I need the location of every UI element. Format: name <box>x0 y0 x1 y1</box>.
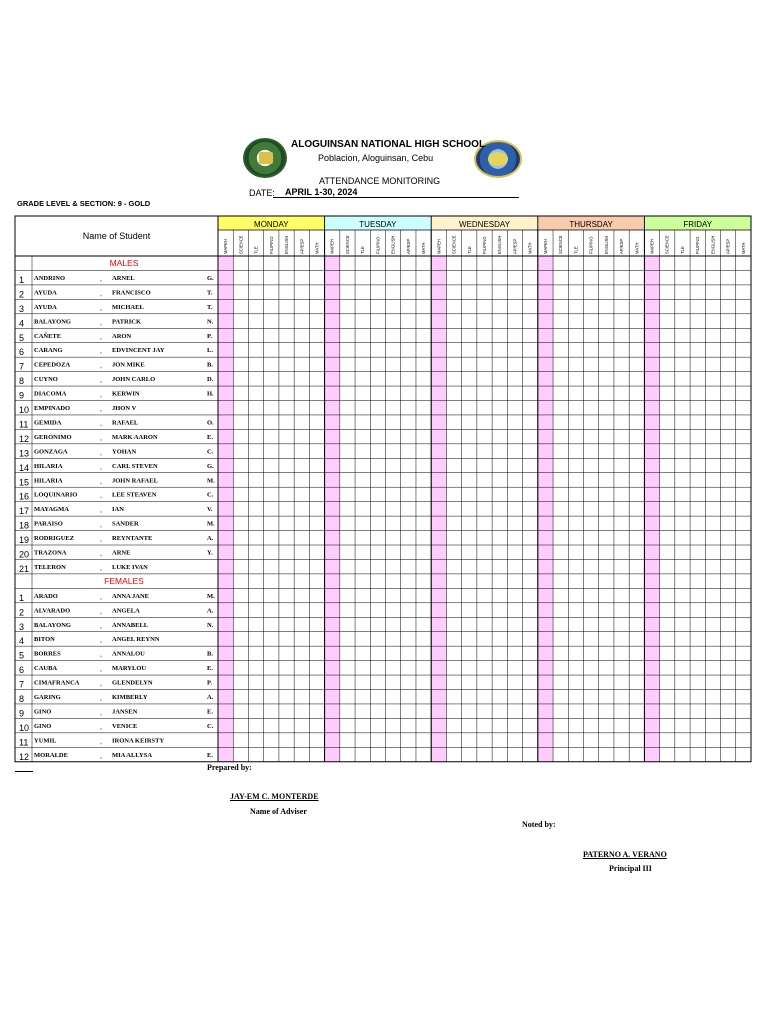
student-number: 2 <box>19 607 25 618</box>
student-middle-initial: A. <box>207 535 214 543</box>
student-first-name: VENICE <box>112 722 138 730</box>
date-value: APRIL 1-30, 2024 <box>273 187 519 198</box>
subject-header: MAPEH <box>436 239 442 254</box>
student-middle-initial: C. <box>207 722 214 730</box>
date-label: DATE: <box>249 188 275 198</box>
subject-header: MAPEH <box>329 239 335 254</box>
subject-header: AP/ESP <box>299 238 305 254</box>
student-number: 5 <box>19 332 25 343</box>
student-last-name: LOQUINARIO <box>34 491 78 499</box>
student-number: 9 <box>19 390 25 401</box>
student-last-name: CEPEDOZA <box>34 361 71 369</box>
subject-header: TLE <box>679 246 685 254</box>
student-first-name: IAN <box>112 506 124 514</box>
student-middle-initial: M. <box>207 477 215 485</box>
noted-by-label: Noted by: <box>522 820 556 829</box>
student-first-name: CARL STEVEN <box>112 462 158 470</box>
student-first-name: MIA ALLYSA <box>112 751 153 759</box>
student-number: 1 <box>19 274 25 285</box>
name-separator: , <box>100 536 102 544</box>
student-last-name: ANDRINO <box>34 274 66 282</box>
student-number: 11 <box>19 737 29 748</box>
day-header-wednesday: WEDNESDAY <box>459 220 510 229</box>
student-last-name: TRAZONA <box>34 549 67 557</box>
student-last-name: MORALDE <box>34 751 68 759</box>
student-number: 7 <box>19 361 25 372</box>
student-number: 14 <box>19 462 30 473</box>
name-separator: , <box>100 362 102 370</box>
student-first-name: JOHN RAFAEL <box>112 477 158 485</box>
student-number: 4 <box>19 636 25 647</box>
student-last-name: BITON <box>34 636 55 644</box>
subject-header: TLE <box>573 246 579 254</box>
student-first-name: MICHAEL <box>112 303 144 311</box>
name-separator: , <box>100 608 102 616</box>
subject-header: SCIENCE <box>344 235 350 254</box>
student-last-name: CAUBA <box>34 665 58 673</box>
student-first-name: ANNA JANE <box>112 592 150 600</box>
student-last-name: TELERON <box>34 563 66 571</box>
subject-header: TLE <box>466 246 472 254</box>
subject-header: ENGLISH <box>710 235 716 254</box>
name-separator: , <box>100 550 102 558</box>
adviser-title: Name of Adviser <box>250 807 307 816</box>
student-first-name: ARNE <box>112 549 131 557</box>
student-first-name: ANGEL REYNN <box>112 636 160 644</box>
student-last-name: GERONIMO <box>34 433 72 441</box>
subject-header: MATH <box>314 242 320 254</box>
student-first-name: GLENDELYN <box>112 679 153 687</box>
student-first-name: ARON <box>112 332 132 340</box>
name-separator: , <box>100 723 102 731</box>
student-number: 6 <box>19 347 25 358</box>
subject-header: MATH <box>634 242 640 254</box>
subject-header: MATH <box>740 242 746 254</box>
student-middle-initial: M. <box>207 520 215 528</box>
group-label-females: FEMALES <box>104 575 144 586</box>
student-number: 8 <box>19 694 25 704</box>
student-middle-initial: N. <box>207 621 214 629</box>
subject-header: AP/ESP <box>405 238 411 254</box>
subject-header: FILIPINO <box>375 236 381 254</box>
name-separator: , <box>100 377 102 385</box>
student-first-name: JHON V <box>112 405 137 412</box>
student-middle-initial: D. <box>207 376 214 384</box>
mapeh-column-highlight <box>325 256 340 762</box>
subject-header: MAPEH <box>223 239 229 254</box>
student-last-name: EMPINADO <box>34 405 71 412</box>
name-separator: , <box>100 434 102 442</box>
name-separator: , <box>100 492 102 500</box>
name-of-student-header: Name of Student <box>82 231 151 241</box>
student-first-name: MARK AARON <box>112 433 158 441</box>
student-number: 4 <box>19 318 25 329</box>
student-first-name: JANSEN <box>112 708 138 716</box>
student-number: 20 <box>19 549 30 560</box>
student-number: 7 <box>19 679 25 690</box>
student-number: 3 <box>19 621 25 632</box>
student-first-name: ARNEL <box>112 274 135 282</box>
student-number: 19 <box>19 535 30 546</box>
name-separator: , <box>100 463 102 471</box>
student-middle-initial: E. <box>207 665 213 673</box>
student-middle-initial: C. <box>207 448 214 456</box>
student-number: 6 <box>19 665 25 676</box>
day-header-friday: FRIDAY <box>683 220 713 229</box>
student-first-name: LEE STEAVEN <box>112 491 157 499</box>
student-first-name: RAFAEL <box>112 419 139 427</box>
student-number: 17 <box>19 506 30 517</box>
student-last-name: ALVARADO <box>34 607 71 615</box>
student-first-name: EDVINCENT JAY <box>112 347 165 355</box>
student-last-name: HILARIA <box>34 477 63 485</box>
student-middle-initial: M. <box>207 592 215 600</box>
student-last-name: GEMIDA <box>34 419 62 427</box>
name-separator: , <box>100 391 102 399</box>
subject-header: MATH <box>527 242 533 254</box>
student-number: 10 <box>19 405 30 415</box>
subject-header: TLE <box>253 246 259 254</box>
subject-header: SCIENCE <box>664 235 670 254</box>
student-middle-initial: V. <box>207 506 213 514</box>
school-name: ALOGUINSAN NATIONAL HIGH SCHOOL <box>291 139 486 150</box>
principal-title: Principal III <box>609 864 652 873</box>
subject-header: TLE <box>360 246 366 254</box>
name-separator: , <box>100 637 102 645</box>
student-number: 18 <box>19 520 30 531</box>
student-last-name: HILARIA <box>34 462 63 470</box>
student-first-name: ANNALOU <box>112 650 145 658</box>
subject-header: ENGLISH <box>603 235 609 254</box>
student-last-name: GINO <box>34 722 52 730</box>
name-separator: , <box>100 406 102 413</box>
name-separator: , <box>100 680 102 688</box>
student-last-name: ARADO <box>34 592 58 600</box>
subject-header: FILIPINO <box>268 236 274 254</box>
subject-header: MAPEH <box>649 239 655 254</box>
group-label-males: MALES <box>109 258 139 268</box>
subject-header: ENGLISH <box>390 235 396 254</box>
student-number: 5 <box>19 650 25 661</box>
day-header-tuesday: TUESDAY <box>359 220 397 229</box>
student-middle-initial: T. <box>207 303 213 311</box>
student-last-name: CAÑETE <box>34 332 62 340</box>
student-middle-initial: B. <box>207 650 213 658</box>
student-last-name: DIACOMA <box>34 390 67 398</box>
student-last-name: CIMAFRANCA <box>34 679 80 687</box>
student-number: 1 <box>19 592 25 603</box>
student-last-name: GONZAGA <box>34 448 68 456</box>
student-number: 2 <box>19 289 25 300</box>
subject-header: FILIPINO <box>482 236 487 254</box>
name-separator: , <box>100 752 102 760</box>
name-separator: , <box>100 304 102 312</box>
student-middle-initial: E. <box>207 751 213 759</box>
name-separator: , <box>100 290 102 298</box>
name-separator: , <box>100 666 102 674</box>
name-separator: , <box>100 593 102 601</box>
student-first-name: FRANCISCO <box>112 289 151 297</box>
student-last-name: GINO <box>34 708 52 716</box>
student-number: 9 <box>19 708 25 719</box>
student-middle-initial: T. <box>207 289 213 297</box>
student-first-name: MARYLOU <box>112 665 147 673</box>
student-last-name: AYUDA <box>34 289 57 297</box>
student-last-name: BORRES <box>34 650 61 658</box>
student-middle-initial: A. <box>207 607 214 615</box>
name-separator: , <box>100 738 102 746</box>
name-separator: , <box>100 507 102 515</box>
student-number: 13 <box>19 448 30 459</box>
student-number: 3 <box>19 303 25 314</box>
prepared-by-label: Prepared by: <box>207 763 252 772</box>
student-first-name: YOHAN <box>112 448 137 456</box>
student-number: 8 <box>19 376 25 387</box>
grade-section-label: GRADE LEVEL & SECTION: 9 - GOLD <box>17 199 151 208</box>
student-middle-initial: Y. <box>207 549 213 557</box>
student-middle-initial: A. <box>207 694 214 701</box>
student-first-name: KIMBERLY <box>112 694 148 701</box>
student-last-name: YUMIL <box>34 737 57 745</box>
subject-header: FILIPINO <box>588 236 594 254</box>
student-middle-initial: G. <box>207 274 214 282</box>
student-last-name: PARAISO <box>34 520 63 528</box>
name-separator: , <box>100 333 102 341</box>
student-middle-initial: O. <box>207 419 214 427</box>
day-header-thursday: THURSDAY <box>569 220 613 229</box>
student-last-name: RODRIGUEZ <box>34 535 75 543</box>
name-separator: , <box>100 695 102 702</box>
subject-header: AP/ESP <box>619 238 625 254</box>
mapeh-column-highlight <box>431 256 446 762</box>
student-middle-initial: L. <box>207 347 213 355</box>
subject-header: SCIENCE <box>238 235 244 254</box>
student-first-name: IRONA KEIRSTY <box>112 737 165 745</box>
student-middle-initial: E. <box>207 708 213 716</box>
student-last-name: GARING <box>34 694 61 701</box>
adviser-name: JAY-EM C. MONTERDE <box>230 792 319 801</box>
student-middle-initial: N. <box>207 318 214 326</box>
student-first-name: KERWIN <box>112 390 140 398</box>
student-middle-initial: B. <box>207 361 213 369</box>
student-number: 16 <box>19 491 30 502</box>
day-header-monday: MONDAY <box>254 220 289 229</box>
student-first-name: REYNTANTE <box>112 535 153 543</box>
subject-header: FILIPINO <box>695 236 701 254</box>
principal-name: PATERNO A. VERANO <box>583 850 667 859</box>
student-last-name: MAYAGMA <box>34 506 69 514</box>
subject-header: AP/ESP <box>512 238 518 254</box>
mapeh-column-highlight <box>538 256 553 762</box>
student-middle-initial: E. <box>207 433 213 441</box>
student-last-name: CARANG <box>34 347 63 355</box>
student-first-name: PATRICK <box>112 318 142 326</box>
student-middle-initial: P. <box>207 679 212 687</box>
student-number: 21 <box>19 563 30 574</box>
subject-header: ENGLISH <box>284 235 290 254</box>
student-last-name: CUYNO <box>34 376 58 384</box>
student-first-name: ANGELA <box>112 607 140 615</box>
subject-header: SCIENCE <box>558 235 564 254</box>
school-address: Poblacion, Aloguinsan, Cebu <box>318 153 434 163</box>
student-last-name: BALAYONG <box>34 318 71 326</box>
mapeh-column-highlight <box>218 256 233 762</box>
subject-header: ENGLISH <box>497 235 503 254</box>
student-number: 10 <box>19 722 30 733</box>
student-last-name: BALAYONG <box>34 621 71 629</box>
name-separator: , <box>100 348 102 356</box>
subject-header: AP/ESP <box>725 238 731 254</box>
name-separator: , <box>100 319 102 327</box>
name-separator: , <box>100 275 102 283</box>
name-separator: , <box>100 564 102 572</box>
name-separator: , <box>100 709 102 717</box>
name-separator: , <box>100 420 102 428</box>
student-first-name: LUKE IVAN <box>112 563 148 571</box>
student-number: 15 <box>19 477 30 488</box>
document-title: ATTENDANCE MONITORING <box>319 176 441 186</box>
name-separator: , <box>100 521 102 529</box>
student-first-name: ANNABELL <box>112 621 149 629</box>
name-separator: , <box>100 651 102 659</box>
student-middle-initial: H. <box>207 390 214 398</box>
name-separator: , <box>100 449 102 457</box>
mapeh-column-highlight <box>644 256 659 762</box>
student-first-name: SANDER <box>112 520 139 528</box>
subject-header: MATH <box>421 242 427 254</box>
student-last-name: AYUDA <box>34 303 57 311</box>
student-middle-initial: G. <box>207 462 214 470</box>
name-separator: , <box>100 478 102 486</box>
divider <box>15 771 33 772</box>
student-number: 12 <box>19 433 30 444</box>
student-first-name: JOHN CARLO <box>112 376 156 384</box>
student-middle-initial: C. <box>207 491 214 499</box>
subject-header: SCIENCE <box>451 235 457 254</box>
student-number: 12 <box>19 751 30 762</box>
subject-header: MAPEH <box>542 239 548 254</box>
name-separator: , <box>100 622 102 630</box>
student-first-name: JON MIKE <box>112 361 145 369</box>
student-middle-initial: P. <box>207 332 212 340</box>
student-number: 11 <box>19 419 29 430</box>
